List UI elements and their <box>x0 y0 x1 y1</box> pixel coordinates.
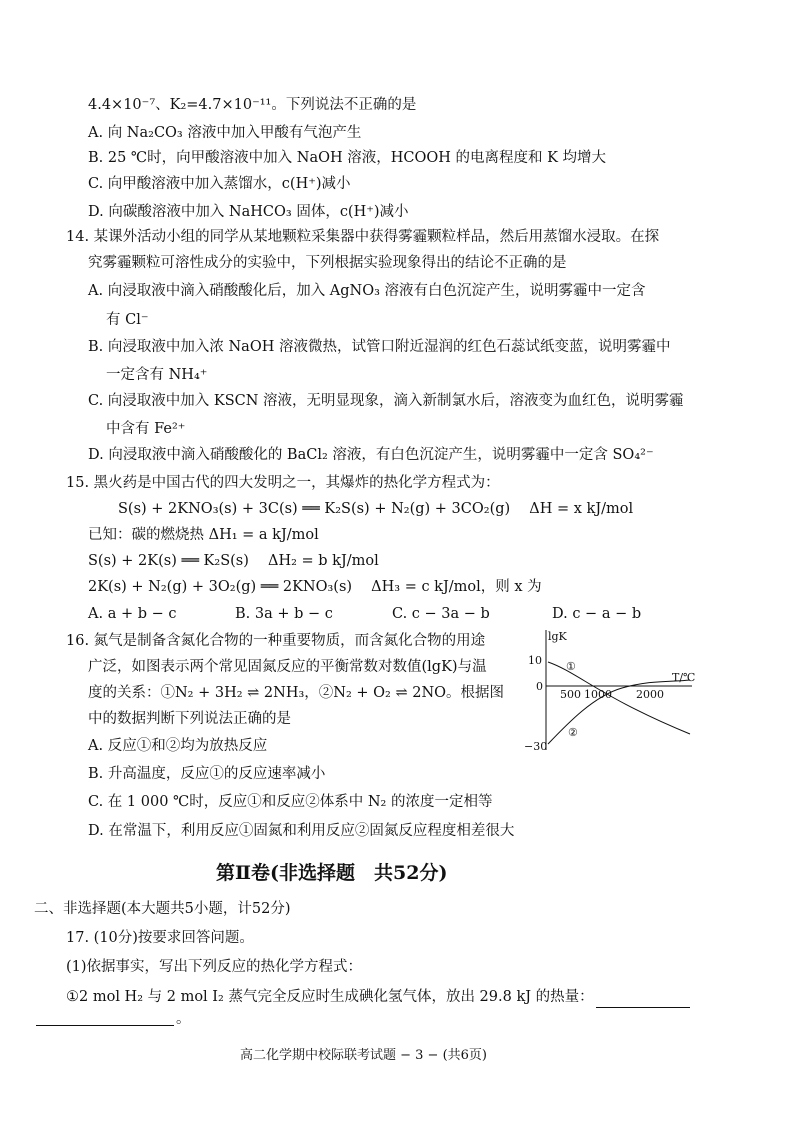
q13-option-c: C. 向甲酸溶液中加入蒸馏水，c(H⁺)减小 <box>88 176 351 192</box>
q17-item1: ①2 mol H₂ 与 2 mol I₂ 蒸气完全反应时生成碘化氢气体，放出 29.8 kJ 的热量： <box>66 989 594 1005</box>
q16-stem-line3: 度的关系：①N₂ + 3H₂ ⇌ 2NH₃，②N₂ + O₂ ⇌ 2NO。根据图 <box>88 685 505 701</box>
q13-option-b: B. 25 ℃时，向甲酸溶液中加入 NaOH 溶液，HCOOH 的电离程度和 K 均增大 <box>88 150 607 166</box>
q17-item1-answer-blank-cont <box>36 1024 174 1026</box>
q16-option-d: D. 在常温下，利用反应①固氮和利用反应②固氮反应程度相差很大 <box>88 823 515 839</box>
q14-option-c-line1: C. 向浸取液中加入 KSCN 溶液，无明显现象，滴入新制氯水后，溶液变为血红色，说明雾霾 <box>88 393 684 409</box>
x-axis-label: T/℃ <box>672 671 696 684</box>
y-tick-0: 0 <box>536 680 543 693</box>
q14-option-b-line2: 一定含有 NH₄⁺ <box>106 367 208 383</box>
q15-option-a: A. a + b − c <box>88 606 177 622</box>
q17-sub1: (1)依据事实，写出下列反应的热化学方程式： <box>66 959 363 975</box>
y-tick-10: 10 <box>528 654 542 667</box>
q16-option-a: A. 反应①和②均为放热反应 <box>88 738 268 754</box>
q16-stem-line1: 16. 氮气是制备含氮化合物的一种重要物质，而含氮化合物的用途 <box>66 633 486 649</box>
q14-stem-line1: 14. 某课外活动小组的同学从某地颗粒采集器中获得雾霾颗粒样品，然后用蒸馏水浸取。在探 <box>66 229 660 245</box>
q13-option-a: A. 向 Na₂CO₃ 溶液中加入甲酸有气泡产生 <box>88 125 362 141</box>
section-part-heading: 二、非选择题(本大题共5小题，计52分) <box>34 901 291 917</box>
q16-stem-line2: 广泛，如图表示两个常见固氮反应的平衡常数对数值(lgK)与温 <box>88 659 487 675</box>
curve-1-label: ① <box>566 660 576 673</box>
q13-stem-continuation: 4.4×10⁻⁷、K₂=4.7×10⁻¹¹。下列说法不正确的是 <box>88 97 417 113</box>
q16-option-b: B. 升高温度，反应①的反应速率减小 <box>88 766 326 782</box>
q17-stem: 17. (10分)按要求回答问题。 <box>66 930 254 946</box>
q16-option-c: C. 在 1 000 ℃时，反应①和反应②体系中 N₂ 的浓度一定相等 <box>88 794 493 810</box>
y-tick-neg30: −30 <box>524 740 548 753</box>
q13-option-d: D. 向碳酸溶液中加入 NaHCO₃ 固体，c(H⁺)减小 <box>88 204 409 220</box>
q14-option-a-line2: 有 Cl⁻ <box>106 312 149 328</box>
q15-stem: 15. 黑火药是中国古代的四大发明之一，其爆炸的热化学方程式为： <box>66 475 500 491</box>
q14-stem-line2: 究雾霾颗粒可溶性成分的实验中，下列根据实验现象得出的结论不正确的是 <box>88 255 567 271</box>
page-footer: 高二化学期中校际联考试题 − 3 − (共6页) <box>240 1048 488 1063</box>
q17-item1-end: 。 <box>176 1011 191 1027</box>
q14-option-c-line2: 中含有 Fe²⁺ <box>106 421 186 437</box>
q15-equation-2: S(s) + 2K(s) ══ K₂S(s) ΔH₂ = b kJ/mol <box>88 553 379 569</box>
section-title: 第Ⅱ卷(非选择题 共52分) <box>216 862 448 884</box>
curve-2-label: ② <box>568 726 578 739</box>
q16-stem-line4: 中的数据判断下列说法正确的是 <box>88 711 291 727</box>
y-axis-label: lgK <box>548 630 567 643</box>
q15-equation-3: 2K(s) + N₂(g) + 3O₂(g) ══ 2KNO₃(s) ΔH₃ = c kJ/mol，则 x 为 <box>88 579 542 595</box>
q14-option-b-line1: B. 向浸取液中加入浓 NaOH 溶液微热，试管口附近湿润的红色石蕊试纸变蓝，说明雾霾中 <box>88 339 671 355</box>
q15-option-c: C. c − 3a − b <box>392 606 490 622</box>
q15-main-equation: S(s) + 2KNO₃(s) + 3C(s) ══ K₂S(s) + N₂(g) + 3CO₂(g) ΔH = x kJ/mol <box>118 501 634 517</box>
q14-option-a-line1: A. 向浸取液中滴入硝酸酸化后，加入 AgNO₃ 溶液有白色沉淀产生，说明雾霾中一定含 <box>88 283 646 299</box>
x-tick-500: 500 <box>560 688 581 701</box>
q15-option-b: B. 3a + b − c <box>235 606 333 622</box>
q14-option-d: D. 向浸取液中滴入硝酸酸化的 BaCl₂ 溶液，有白色沉淀产生，说明雾霾中一定含 SO₄²⁻ <box>88 447 654 463</box>
q15-option-d: D. c − a − b <box>552 606 642 622</box>
q15-known: 已知：碳的燃烧热 ΔH₁ = a kJ/mol <box>88 527 319 543</box>
q17-item1-answer-blank <box>596 1006 690 1008</box>
x-tick-2000: 2000 <box>636 688 664 701</box>
lgk-temperature-graph <box>522 628 704 758</box>
x-tick-1000: 1000 <box>584 688 612 701</box>
